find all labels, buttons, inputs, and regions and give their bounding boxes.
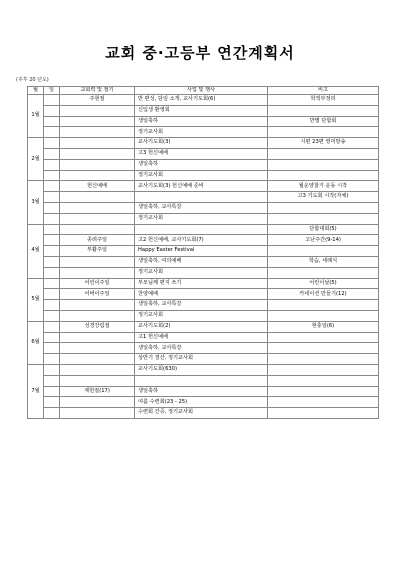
table-row — [28, 192, 379, 203]
note-cell — [268, 310, 379, 321]
table-row — [28, 408, 379, 419]
day-cell — [44, 224, 60, 235]
table-row — [28, 138, 379, 149]
note-cell: 시편 23편 영미방송 — [268, 138, 379, 149]
table-row — [28, 397, 379, 408]
church-calendar-cell — [60, 138, 135, 149]
note-cell: 고3 기도회 시작(자체) — [268, 192, 379, 203]
day-cell — [44, 105, 60, 116]
church-calendar-cell: 종려주일 — [60, 235, 135, 246]
header-notes: 비고 — [268, 87, 379, 95]
day-cell — [44, 364, 60, 375]
table-row — [28, 354, 379, 365]
day-cell — [44, 278, 60, 289]
event-cell: 교사기도회(2) — [135, 321, 268, 332]
event-cell: 정기교사회 — [135, 267, 268, 278]
church-calendar-cell: 어버이주일 — [60, 289, 135, 300]
day-cell — [44, 310, 60, 321]
table-row — [28, 105, 379, 116]
church-calendar-cell — [60, 213, 135, 224]
church-calendar-cell — [60, 224, 135, 235]
day-cell — [44, 386, 60, 397]
note-cell — [268, 397, 379, 408]
day-cell — [44, 267, 60, 278]
note-cell — [268, 386, 379, 397]
note-cell — [268, 375, 379, 386]
header-row — [28, 87, 379, 95]
day-cell — [44, 332, 60, 343]
event-cell: 정기교사회 — [135, 213, 268, 224]
table-row — [28, 202, 379, 213]
event-cell — [135, 224, 268, 235]
note-cell — [268, 159, 379, 170]
note-cell — [268, 300, 379, 311]
event-cell: 여름 수련회(23 - 25) — [135, 397, 268, 408]
header-day: 일 — [44, 87, 60, 95]
note-cell — [268, 127, 379, 138]
church-calendar-cell: 제헌절(17) — [60, 386, 135, 397]
note-cell — [268, 213, 379, 224]
church-calendar-cell — [60, 256, 135, 267]
table-row — [28, 332, 379, 343]
month-cell: 4월 — [28, 224, 44, 278]
day-cell — [44, 354, 60, 365]
day-cell — [44, 127, 60, 138]
event-cell: Happy Easter Festival — [135, 246, 268, 257]
church-calendar-cell — [60, 170, 135, 181]
event-cell: 교사기도회(3) 헌신예배 준비 — [135, 181, 268, 192]
church-calendar-cell — [60, 397, 135, 408]
note-cell — [268, 267, 379, 278]
page-title: 교회 중·고등부 연간계획서 — [105, 44, 295, 62]
event-cell: 생일축하 — [135, 386, 268, 397]
church-calendar-cell — [60, 148, 135, 159]
day-cell — [44, 321, 60, 332]
event-cell: 찬양예배 — [135, 289, 268, 300]
church-calendar-cell — [60, 354, 135, 365]
event-cell — [135, 375, 268, 386]
month-cell: 5월 — [28, 278, 44, 321]
note-cell — [268, 170, 379, 181]
church-calendar-cell — [60, 300, 135, 311]
event-cell: 정기교사회 — [135, 170, 268, 181]
event-cell: 생일축하 — [135, 116, 268, 127]
event-cell: 생일축하, 여의예배 — [135, 256, 268, 267]
table-row — [28, 343, 379, 354]
day-cell — [44, 289, 60, 300]
note-cell — [268, 408, 379, 419]
event-cell: 교사기도회(630) — [135, 364, 268, 375]
day-cell — [44, 408, 60, 419]
note-cell — [268, 364, 379, 375]
table-row — [28, 300, 379, 311]
note-cell — [268, 105, 379, 116]
plan-body — [28, 95, 379, 419]
church-calendar-cell — [60, 267, 135, 278]
church-calendar-cell: 성경강림절 — [60, 321, 135, 332]
day-cell — [44, 95, 60, 106]
month-cell: 6월 — [28, 321, 44, 364]
day-cell — [44, 397, 60, 408]
note-cell: 반별 단합회 — [268, 116, 379, 127]
day-cell — [44, 181, 60, 192]
note-cell: 카네이션 만들기(12) — [268, 289, 379, 300]
table-row — [28, 213, 379, 224]
church-calendar-cell: 어린이주일 — [60, 278, 135, 289]
note-cell — [268, 343, 379, 354]
event-cell: 수련회 간증, 정기교사회 — [135, 408, 268, 419]
note-cell: 단합대회(5) — [268, 224, 379, 235]
table-row — [28, 289, 379, 300]
table-row — [28, 116, 379, 127]
note-cell: 학습, 세례식 — [268, 256, 379, 267]
table-row — [28, 278, 379, 289]
church-calendar-cell — [60, 202, 135, 213]
day-cell — [44, 235, 60, 246]
church-calendar-cell — [60, 310, 135, 321]
month-cell: 1월 — [28, 95, 44, 138]
table-row — [28, 170, 379, 181]
church-calendar-cell — [60, 159, 135, 170]
year-subtitle: (주후 20 년도) — [16, 77, 49, 83]
day-cell — [44, 148, 60, 159]
table-row — [28, 148, 379, 159]
church-calendar-cell — [60, 408, 135, 419]
event-cell: 상반기 결산, 정기교사회 — [135, 354, 268, 365]
event-cell: 생일축하, 교사특강 — [135, 343, 268, 354]
table-row — [28, 256, 379, 267]
event-cell: 교사기도회(3) — [135, 138, 268, 149]
event-cell — [135, 192, 268, 203]
church-calendar-cell — [60, 192, 135, 203]
table-row — [28, 224, 379, 235]
table-row — [28, 235, 379, 246]
note-cell — [268, 148, 379, 159]
table-row — [28, 375, 379, 386]
note-cell: 고난주간(9-14) — [268, 235, 379, 246]
event-cell: 생일축하, 교사특강 — [135, 202, 268, 213]
day-cell — [44, 300, 60, 311]
day-cell — [44, 343, 60, 354]
church-calendar-cell — [60, 343, 135, 354]
table-row — [28, 159, 379, 170]
table-row — [28, 267, 379, 278]
table-row — [28, 181, 379, 192]
table-row — [28, 246, 379, 257]
note-cell — [268, 332, 379, 343]
church-calendar-cell — [60, 105, 135, 116]
note-cell — [268, 202, 379, 213]
event-cell: 고1 헌신예배 — [135, 332, 268, 343]
note-cell: 월운양찰기 운동 시작 — [268, 181, 379, 192]
event-cell: 신입생 환영회 — [135, 105, 268, 116]
day-cell — [44, 138, 60, 149]
note-cell: 어린이날(5) — [268, 278, 379, 289]
note-cell — [268, 354, 379, 365]
month-cell: 3월 — [28, 181, 44, 224]
church-calendar-cell — [60, 116, 135, 127]
table-row — [28, 95, 379, 106]
event-cell: 생일축하 — [135, 159, 268, 170]
note-cell — [268, 246, 379, 257]
day-cell — [44, 246, 60, 257]
header-church-calendar: 교회력 및 절기 — [60, 87, 135, 95]
annual-plan-table — [27, 86, 379, 419]
day-cell — [44, 170, 60, 181]
header-events: 사업 및 행사 — [135, 87, 268, 95]
church-calendar-cell — [60, 127, 135, 138]
day-cell — [44, 256, 60, 267]
note-cell: 학적부정리 — [268, 95, 379, 106]
church-calendar-cell: 주현절 — [60, 95, 135, 106]
day-cell — [44, 116, 60, 127]
month-cell: 7월 — [28, 364, 44, 418]
event-cell: 정기교사회 — [135, 310, 268, 321]
day-cell — [44, 375, 60, 386]
table-row — [28, 321, 379, 332]
event-cell: 정기교사회 — [135, 127, 268, 138]
church-calendar-cell — [60, 364, 135, 375]
day-cell — [44, 213, 60, 224]
church-calendar-cell: 헌신예배 — [60, 181, 135, 192]
day-cell — [44, 202, 60, 213]
church-calendar-cell: 부활주일 — [60, 246, 135, 257]
table-row — [28, 310, 379, 321]
event-cell: 고2 헌신예배, 교사기도회(7) — [135, 235, 268, 246]
event-cell: 고3 헌신예배 — [135, 148, 268, 159]
month-cell: 2월 — [28, 138, 44, 181]
event-cell: 반 편성, 담임 소개, 교사기도회(6) — [135, 95, 268, 106]
church-calendar-cell — [60, 332, 135, 343]
table-row — [28, 364, 379, 375]
church-calendar-cell — [60, 375, 135, 386]
day-cell — [44, 192, 60, 203]
event-cell: 부모님께 편지 쓰기 — [135, 278, 268, 289]
note-cell: 현충일(6) — [268, 321, 379, 332]
table-row — [28, 386, 379, 397]
table-row — [28, 127, 379, 138]
day-cell — [44, 159, 60, 170]
header-month: 월 — [28, 87, 44, 95]
event-cell: 생일축하, 교사특강 — [135, 300, 268, 311]
